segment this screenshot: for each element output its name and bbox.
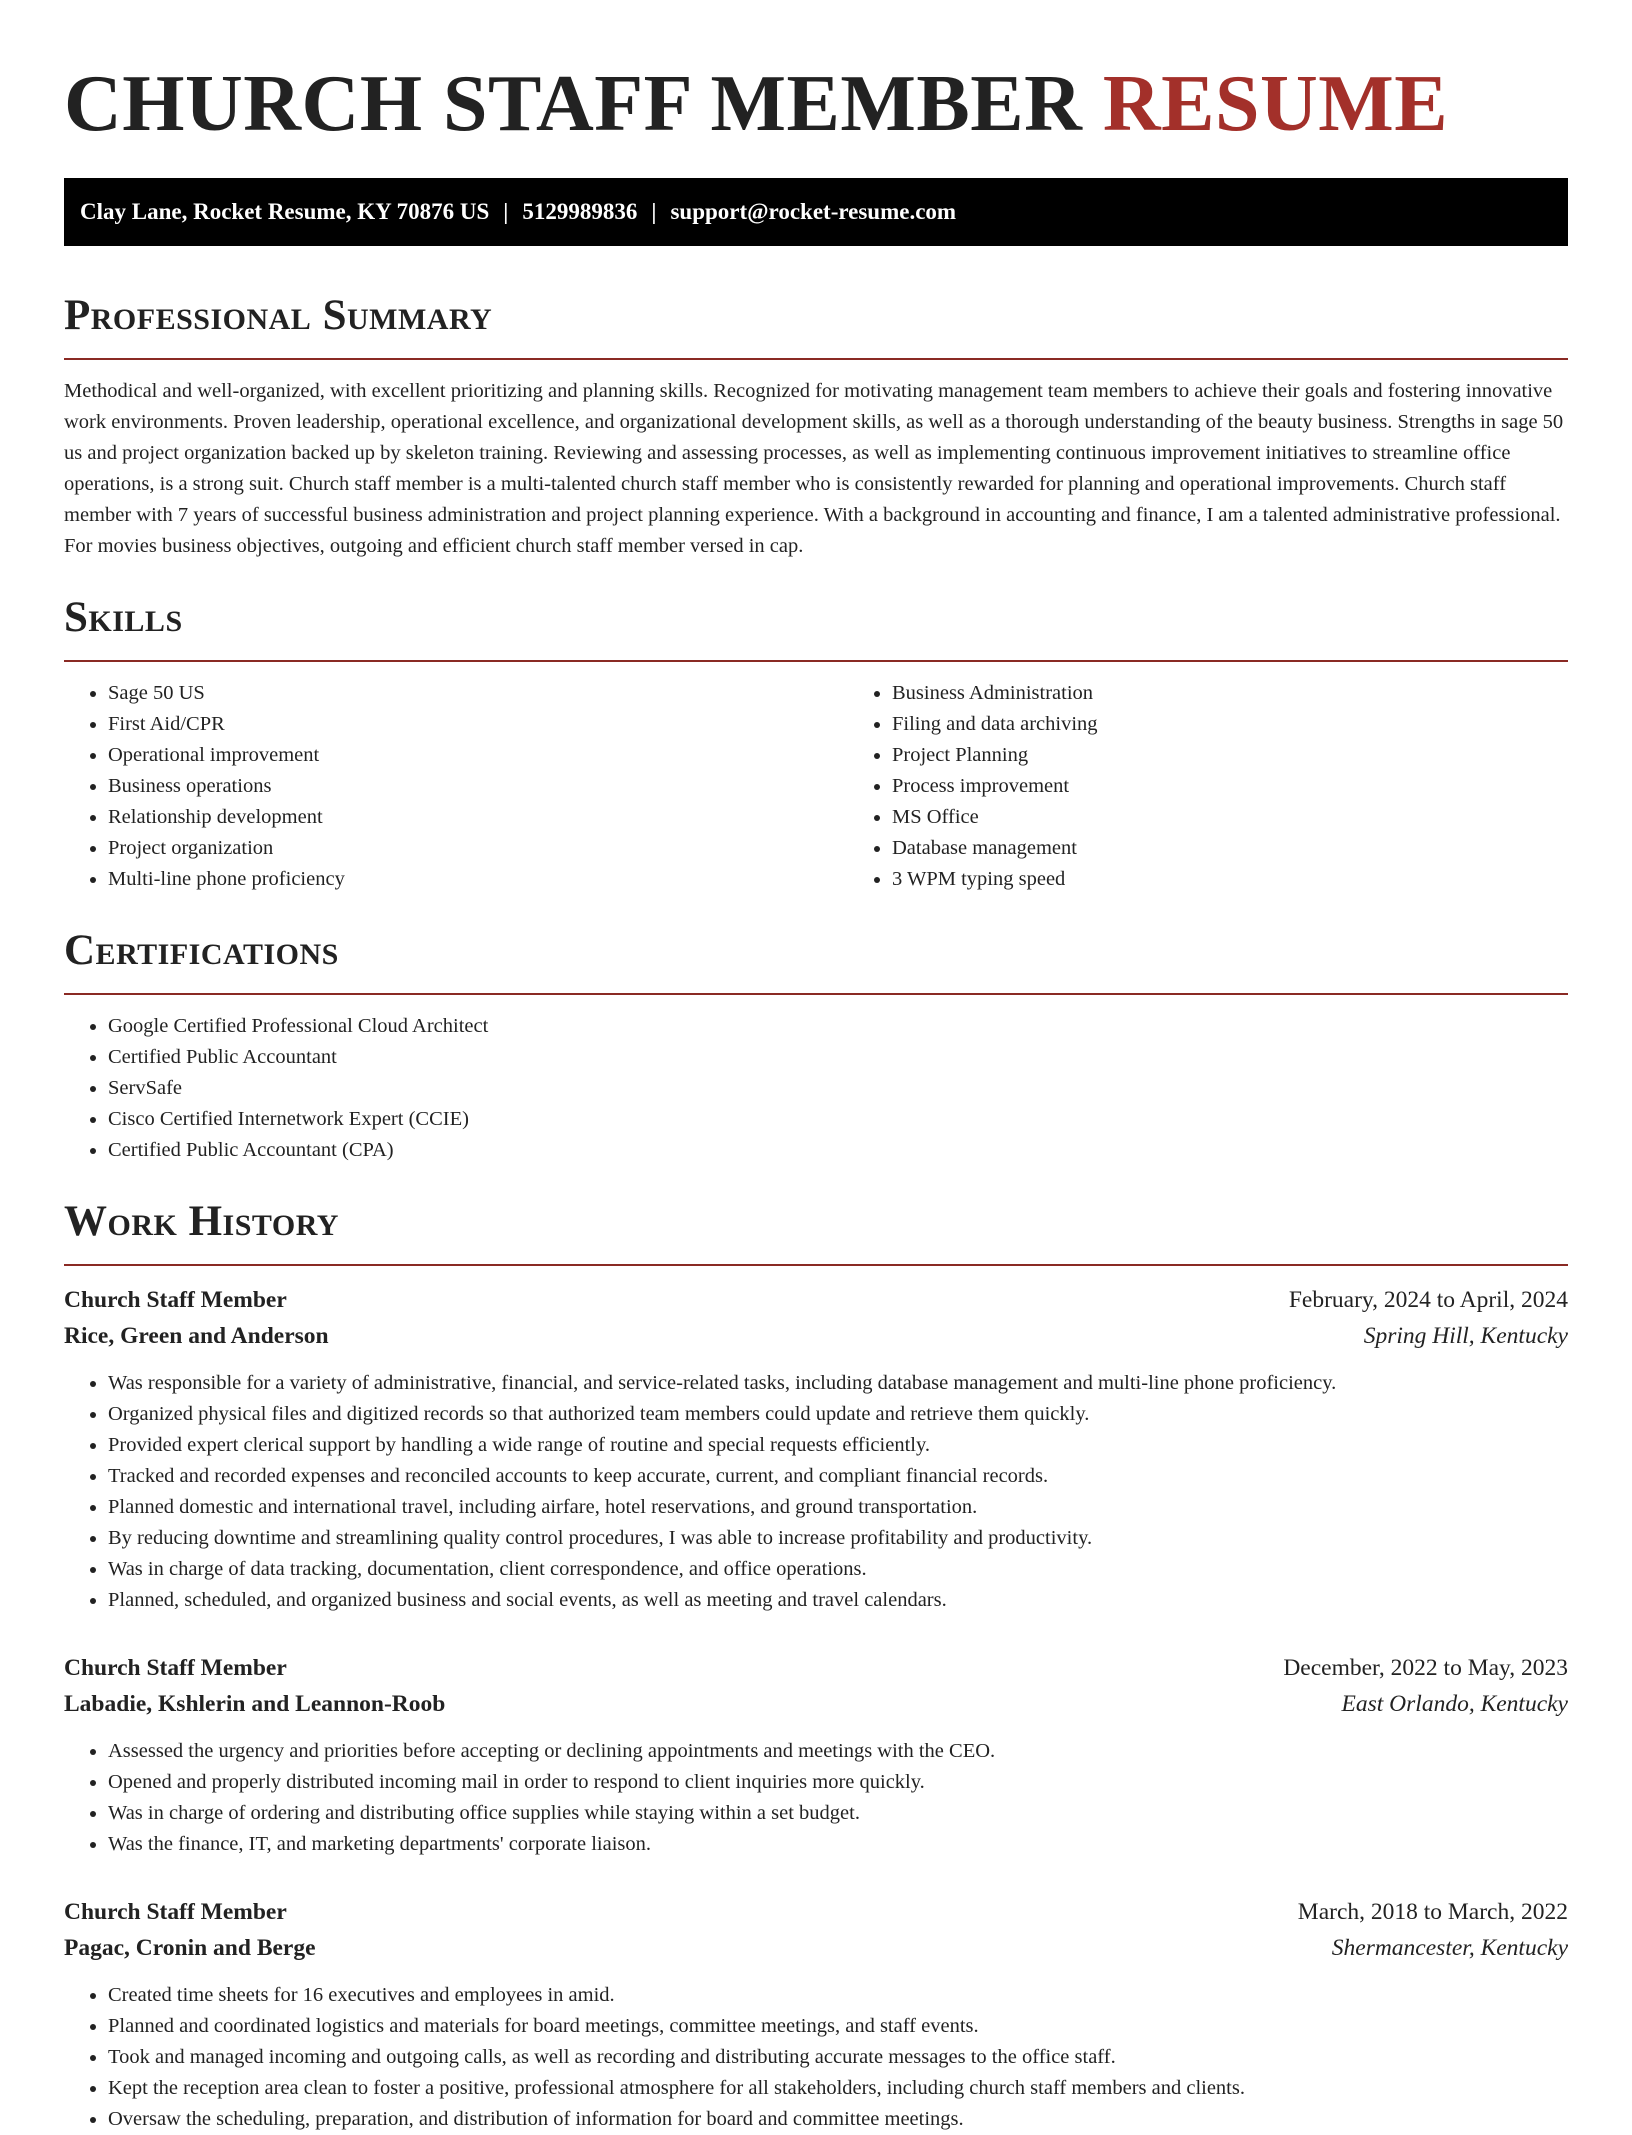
job-duty: • Kept the reception area clean to foster a positive, professional atmosphere for all stakeholders, including church staff members and clients. — [108, 2073, 1568, 2104]
job-entry — [64, 1894, 1568, 2135]
job-location: Shermancester, Kentucky — [1331, 1935, 1568, 1961]
job-dates: December, 2022 to May, 2023 — [1283, 1655, 1568, 1681]
job-dates: February, 2024 to April, 2024 — [1288, 1287, 1568, 1313]
skill-item: • Process improvement — [892, 771, 1568, 802]
job-duty: • Was in charge of ordering and distributing office supplies while staying within a set budget. — [108, 1798, 1568, 1829]
certification-item: • Certified Public Accountant (CPA) — [108, 1135, 1568, 1166]
job-entry — [64, 1282, 1568, 1616]
skill-item: • Database management — [892, 833, 1568, 864]
work-history-heading: Work History — [64, 1196, 1568, 1266]
skill-item: • Filing and data archiving — [892, 709, 1568, 740]
job-duty: • Opened and properly distributed incoming mail in order to respond to client inquiries more quickly. — [108, 1767, 1568, 1798]
title-main: CHURCH STAFF MEMBER — [64, 60, 1083, 148]
job-duty: • Assessed the urgency and priorities before accepting or declining appointments and meetings with the CEO. — [108, 1736, 1568, 1767]
job-duty: • Planned and coordinated logistics and materials for board meetings, committee meetings, and staff events. — [108, 2011, 1568, 2042]
skill-item: • MS Office — [892, 802, 1568, 833]
contact-phone: 5129989836 — [522, 199, 638, 224]
job-duty: • Planned domestic and international travel, including airfare, hotel reservations, and ground transportation. — [108, 1492, 1568, 1523]
job-duty: • By reducing downtime and streamlining quality control procedures, I was able to increase profitability and productivity. — [108, 1523, 1568, 1554]
contact-address: Clay Lane, Rocket Resume, KY 70876 US — [80, 199, 490, 224]
job-title: Church Staff Member — [64, 1655, 287, 1681]
job-duty: • Took and managed incoming and outgoing calls, as well as recording and distributing accurate messages to the office staff. — [108, 2042, 1568, 2073]
job-company: Labadie, Kshlerin and Leannon-Roob — [64, 1691, 446, 1717]
job-company: Pagac, Cronin and Berge — [64, 1935, 316, 1961]
skill-item: • First Aid/CPR — [108, 709, 848, 740]
skill-item: • Project organization — [108, 833, 848, 864]
contact-email: support@rocket-resume.com — [670, 199, 957, 224]
job-title: Church Staff Member — [64, 1899, 287, 1925]
job-header-row — [64, 1282, 1568, 1318]
certification-item: • Cisco Certified Internetwork Expert (CCIE) — [108, 1104, 1568, 1135]
skill-item: • Operational improvement — [108, 740, 848, 771]
job-duties-list — [64, 1368, 1568, 1616]
job-duty: • Was in charge of data tracking, documentation, client correspondence, and office operations. — [108, 1554, 1568, 1585]
skill-item: • Multi-line phone proficiency — [108, 864, 848, 895]
job-duty: • Oversaw the scheduling, preparation, and distribution of information for board and committee meetings. — [108, 2104, 1568, 2135]
skills-heading: Skills — [64, 592, 1568, 662]
skill-item: • Sage 50 US — [108, 678, 848, 709]
certification-item: • Certified Public Accountant — [108, 1042, 1568, 1073]
job-duty: • Organized physical files and digitized records so that authorized team members could update and retrieve them quickly. — [108, 1399, 1568, 1430]
job-duty: • Was responsible for a variety of administrative, financial, and service-related tasks, including database management and multi-line phone proficiency. — [108, 1368, 1568, 1399]
job-company: Rice, Green and Anderson — [64, 1323, 329, 1349]
skill-item: • Business Administration — [892, 678, 1568, 709]
skill-item: • Project Planning — [892, 740, 1568, 771]
summary-text: Methodical and well-organized, with excellent prioritizing and planning skills. Recognized for motivating management team members to achieve their goals and fostering innovative work environments. Proven leadership, operational excellence, and organizational development skills, as well as a thorough understanding of the beauty business. Strengths in sage 50 us and project organization backed up by skeleton training. Reviewing and assessing processes, as well as implementing continuous improvement initiatives to streamline office operations, is a strong suit. Church staff member is a multi-talented church staff member who is consistently rewarded for planning and operational improvements. Church staff member with 7 years of successful business administration and project planning experience. With a background in accounting and finance, I am a talented administrative professional. For movies business objectives, outgoing and efficient church staff member versed in cap. — [64, 380, 1564, 557]
certification-item: • Google Certified Professional Cloud Architect — [108, 1011, 1568, 1042]
job-location: Spring Hill, Kentucky — [1363, 1323, 1568, 1349]
job-duty: • Planned, scheduled, and organized business and social events, as well as meeting and travel calendars. — [108, 1585, 1568, 1616]
job-duties-list — [64, 1736, 1568, 1860]
job-duty: • Was the finance, IT, and marketing departments' corporate liaison. — [108, 1829, 1568, 1860]
skill-item: • Business operations — [108, 771, 848, 802]
job-header-row — [64, 1650, 1568, 1686]
contact-separator: | — [651, 199, 657, 224]
job-duty: • Created time sheets for 16 executives and employees in amid. — [108, 1980, 1568, 2011]
skills-columns — [64, 678, 1568, 895]
skill-item: • 3 WPM typing speed — [892, 864, 1568, 895]
title-accent: RESUME — [1102, 60, 1449, 148]
job-header-row — [64, 1894, 1568, 1930]
job-entry — [64, 1650, 1568, 1860]
contact-bar — [64, 178, 1568, 246]
skills-list-right — [848, 678, 1568, 895]
job-duty: • Provided expert clerical support by handling a wide range of routine and special requests efficiently. — [108, 1430, 1568, 1461]
job-company-row — [64, 1686, 1568, 1722]
contact-separator: | — [503, 199, 509, 224]
skill-item: • Relationship development — [108, 802, 848, 833]
certification-item: • ServSafe — [108, 1073, 1568, 1104]
skills-list-left — [64, 678, 848, 895]
job-company-row — [64, 1318, 1568, 1354]
job-title: Church Staff Member — [64, 1287, 287, 1313]
job-company-row — [64, 1930, 1568, 1966]
certifications-list — [64, 1011, 1568, 1166]
job-dates: March, 2018 to March, 2022 — [1297, 1899, 1568, 1925]
certifications-heading: Certifications — [64, 925, 1568, 995]
job-location: East Orlando, Kentucky — [1341, 1691, 1568, 1717]
resume-title — [64, 0, 1568, 152]
job-duty: • Tracked and recorded expenses and reconciled accounts to keep accurate, current, and compliant financial records. — [108, 1461, 1568, 1492]
summary-heading: Professional Summary — [64, 290, 1568, 360]
